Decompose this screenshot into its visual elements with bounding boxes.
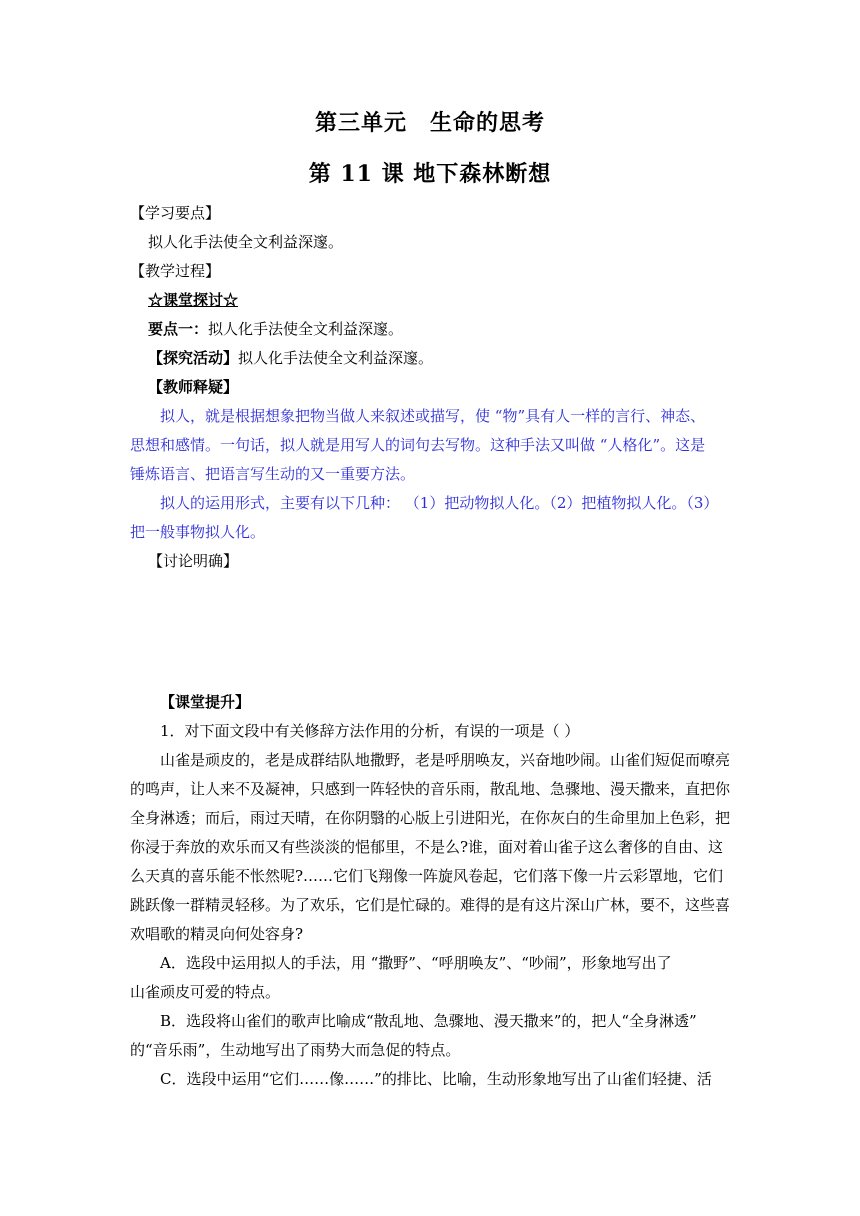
teacher-para2-line: 拟人的运用形式，主要有以下几种： （1）把动物拟人化。（2）把植物拟人化。（3）: [160, 494, 719, 512]
passage-line: 跳跃像一群精灵轻移。为了欢乐，它们是忙碌的。难得的是有这片深山广林，要不，这些喜: [130, 896, 731, 914]
passage-line: 你浸于奔放的欢乐而又有些淡淡的悒郁里，不是么?谁，面对着山雀子这么奢侈的自由、这: [130, 838, 724, 856]
passage-line: 的鸣声，让人来不及凝神，只感到一阵轻快的音乐雨，散乱地、急骤地、漫天撒来，直把你: [130, 780, 731, 798]
key-point-label: 要点一：: [148, 320, 209, 338]
option-a: [130, 949, 738, 1007]
question-1: 1．对下面文段中有关修辞方法作用的分析，有误的一项是（ ）: [160, 722, 580, 740]
class-discussion-row: [130, 286, 738, 315]
unit-title: 第三单元 生命的思考: [314, 110, 545, 136]
key-point-text: 拟人化手法使全文利益深邃。: [208, 320, 404, 338]
key-point-row: [130, 315, 738, 344]
explore-row: [130, 344, 738, 373]
teacher-para1-line: 拟人，就是根据想象把物当做人来叙述或描写，使 “物”具有人一样的言行、神态、: [160, 407, 706, 425]
option-b-line: 的“音乐雨”，生动地写出了雨势大而急促的特点。: [130, 1041, 461, 1059]
lesson-guide: [130, 199, 738, 576]
explore-text: 拟人化手法使全文利益深邃。: [238, 349, 434, 367]
class-improvement: [130, 688, 738, 1094]
option-a-line: A．选段中运用拟人的手法，用 “撒野”、“呼朋唤友”、“吵闹”，形象地写出了: [160, 954, 672, 972]
teacher-para1-line: 锤炼语言、把语言写生动的又一重要方法。: [130, 465, 416, 483]
passage-line: 欢唱歌的精灵向何处容身?: [130, 925, 304, 943]
teaching-process-heading: 【教学过程】: [130, 262, 221, 280]
class-discussion-heading: ☆课堂探讨☆: [148, 291, 239, 309]
passage-line: 么天真的喜乐能不怅然呢?……它们飞翔像一阵旋风卷起，它们落下像一片云彩罩地，它们: [130, 867, 724, 885]
teacher-para1-line: 思想和感情。一句话，拟人就是用写人的词句去写物。这种手法又叫做 “人格化”。这是: [130, 436, 706, 454]
study-points-text: 拟人化手法使全文利益深邃。: [148, 233, 344, 251]
passage-line: 全身淋透；而后，雨过天晴，在你阴翳的心版上引进阳光，在你灰白的生命里加上色彩，把: [130, 809, 731, 827]
option-b-line: B．选段将山雀们的歌声比喻成“散乱地、急骤地、漫天撒来”的，把人“全身淋透”: [160, 1012, 697, 1030]
improve-heading: 【课堂提升】: [160, 693, 251, 711]
teacher-explanation: [130, 402, 738, 547]
discussion-heading: 【讨论明确】: [148, 552, 239, 570]
teacher-para2-line: 把一般事物拟人化。: [130, 523, 266, 541]
explore-label: 【探究活动】: [148, 349, 239, 367]
passage-line: 山雀是顽皮的，老是成群结队地撒野，老是呼朋唤友，兴奋地吵闹。山雀们短促而嘹亮: [160, 751, 731, 769]
passage: [130, 746, 738, 949]
option-b: [130, 1007, 738, 1065]
lesson-title: 第 11 课 地下森林断想: [308, 161, 552, 187]
study-points-heading: 【学习要点】: [130, 204, 221, 222]
option-c-line: C．选段中运用“它们……像……”的排比、比喻，生动形象地写出了山雀们轻捷、活: [160, 1070, 712, 1088]
option-a-line: 山雀顽皮可爱的特点。: [130, 983, 281, 1001]
teacher-heading: 【教师释疑】: [148, 378, 239, 396]
option-c: [130, 1065, 738, 1094]
